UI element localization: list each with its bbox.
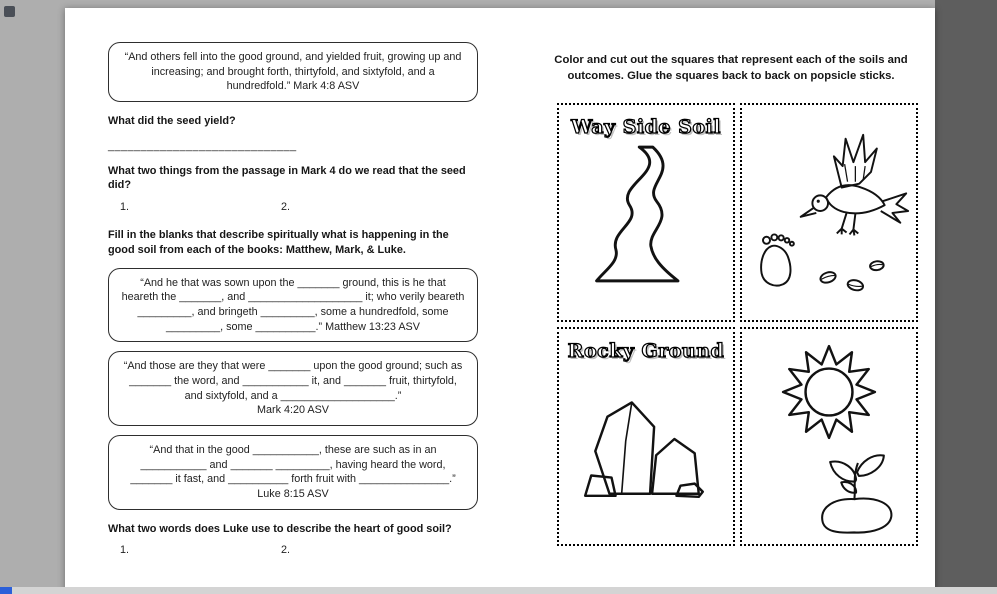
verse-text: “And those are they that were _______ upon the good ground; such as _______ the word, and ___________ it, and _______ fruit, thirtyfold, and sixtyfold, and a ___________________.” [123,360,463,402]
bird-body [826,185,885,213]
answer-blank-line: _____________________________ [108,139,297,152]
ordinal-1: 1. [120,201,130,214]
ordinal-2: 2. [281,201,291,214]
numbered-answer-row [108,201,478,213]
question-two-things: What two things from the passage in Mark 4 do we read that the seed did? [108,164,466,192]
card-way-side-soil [557,103,735,322]
verse-text: “And others fell into the good ground, and yielded fruit, growing up and increasing; and brought forth, thirtyfold, and sixtyfold, and a hundredfold.” Mark 4:8 ASV [124,51,462,93]
verse-reference: Mark 4:20 ASV [256,404,329,417]
card-title: Rocky Ground [567,340,725,363]
app-icon [4,6,15,17]
card-bird-foot-seeds [740,103,918,322]
ordinal-2: 2. [281,544,291,557]
window-right-shade [935,0,997,594]
rock-facet-line [622,403,632,494]
leaf-right [857,455,884,476]
bird-tail [881,193,908,222]
card-sun-sprout [740,327,918,546]
verse-text: “And he that was sown upon the _______ ground, this is he that heareth the _______, and ___________________ it; who verily beareth _________, and bringeth _________, some a hundredfold, some _________, some __________.” Matthew 13:23 ASV [121,276,465,333]
sprout-icon [806,450,908,538]
question-two-words: What two words does Luke use to describe the heart of good soil? [108,522,452,535]
document-spread[interactable] [65,8,935,594]
wing-feather-lines [845,164,866,182]
verse-box-mark-4-8 [108,42,478,102]
winding-path-icon [583,138,709,290]
numbered-answer-row [108,544,478,556]
fill-in-blanks-instruction: Fill in the blanks that describe spiritually what is happening in the good soil from each of the books: Matthew, Mark, & Luke. [108,229,449,256]
seed [847,279,865,292]
bird-foot-seeds-icon [746,111,912,311]
verse-box-mark-4-20 [108,351,478,426]
bird-beak [801,208,817,217]
soil-mound [822,499,891,533]
bottom-strip [0,587,997,594]
right-rock [652,439,699,494]
cut-out-instruction: Color and cut out the squares that represent each of the soils and outcomes. Glue the squares back to back on popsicle sticks. [554,54,908,83]
verse-box-luke-8-15 [108,435,478,510]
seed [819,270,837,284]
verse-box-matthew-13-23 [108,268,478,343]
bird-legs [837,213,858,235]
ordinal-1: 1. [120,544,130,557]
leaf-left [830,462,856,482]
worksheet-page-left [65,8,500,594]
seed [869,260,884,271]
rocks-icon [575,366,717,512]
card-rocky-ground [557,327,735,546]
verse-reference: Luke 8:15 ASV [257,488,329,500]
taskbar-accent [0,587,12,594]
worksheet-page-right [500,8,935,594]
bird-head [812,195,828,211]
cutout-grid [557,103,917,546]
verse-text: “And that in the good ___________, these are such as in an ___________ and _______ _________, having heard the word, _______ it fast, and __________ forth fruit with _______________.” [130,443,456,486]
foot-sole [761,246,790,286]
sun-icon [778,341,880,443]
card-title: Way Side Soil [571,116,721,139]
question-seed-yield: What did the seed yield? [108,115,236,128]
